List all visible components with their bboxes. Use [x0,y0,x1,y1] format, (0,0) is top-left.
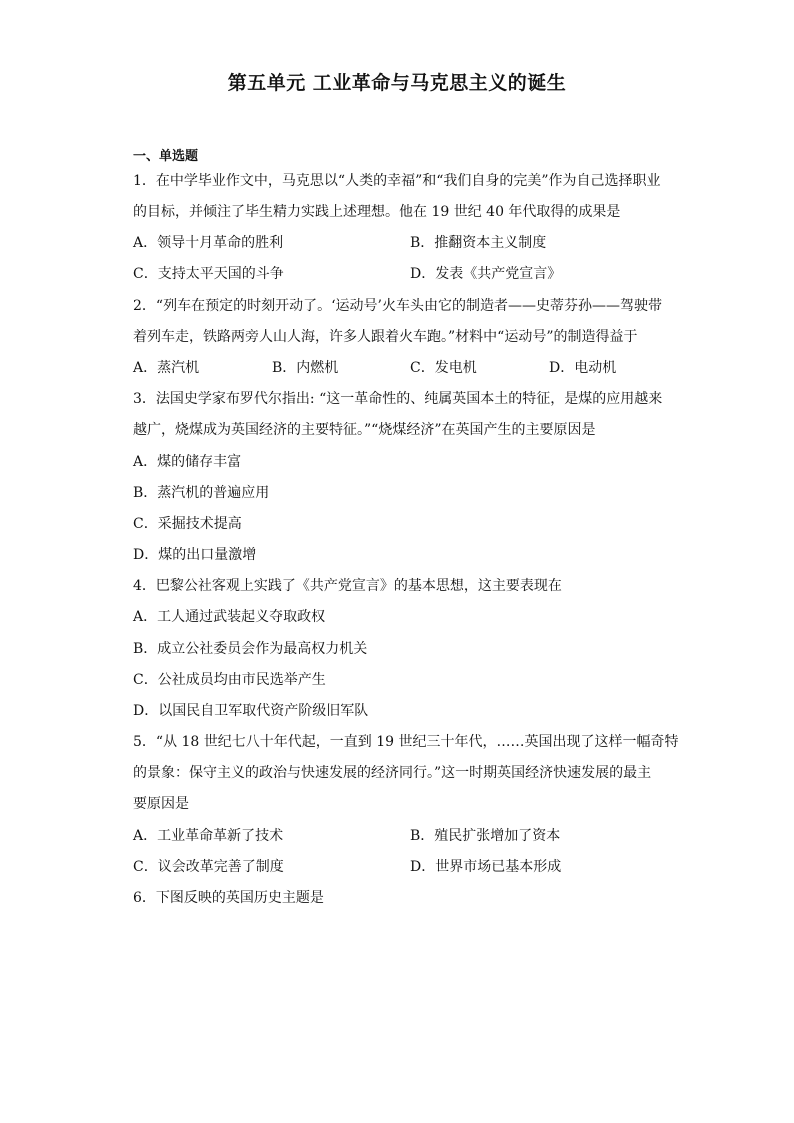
question-3-option-a: A．煤的储存丰富 [133,454,242,470]
question-4-option-c: C．公社成员均由市民选举产生 [133,672,326,688]
question-5-stem-line-2: 的景象：保守主义的政治与快速发展的经济同行。”这一时期英国经济快速发展的最主 [133,765,652,781]
question-1-option-a: A．领导十月革命的胜利 [133,235,284,251]
question-3-stem-line-2: 越广，烧煤成为英国经济的主要特征。”“烧煤经济”在英国产生的主要原因是 [133,422,596,438]
question-5-option-d: D．世界市场已基本形成 [410,859,562,875]
question-5-option-c: C．议会改革完善了制度 [133,859,284,875]
question-1-stem-line-1: 1．在中学毕业作文中，马克思以“人类的幸福”和“我们自身的完美”作为自己选择职业 [133,173,661,189]
question-2-stem-line-1: 2．“列车在预定的时刻开动了。‘运动号’火车头由它的制造者——史蒂芬孙——驾驶带 [133,298,662,314]
question-1-option-b: B．推翻资本主义制度 [410,235,547,251]
question-2-option-c: C．发电机 [410,360,477,376]
question-3-option-d: D．煤的出口量激增 [133,547,257,563]
page-title: 第五单元 工业革命与马克思主义的诞生 [227,72,567,94]
question-1-option-d: D．发表《共产党宣言》 [410,266,562,282]
question-2-stem-line-2: 着列车走，铁路两旁人山人海，许多人跟着火车跑。”材料中“运动号”的制造得益于 [133,329,638,345]
question-4-option-a: A．工人通过武装起义夺取政权 [133,609,326,625]
question-2-option-a: A．蒸汽机 [133,360,200,376]
question-2-option-d: D．电动机 [549,360,617,376]
section-heading: 一、单选题 [133,149,199,164]
question-6-stem-line-1: 6．下图反映的英国历史主题是 [133,890,324,906]
question-1-stem-line-2: 的目标，并倾注了毕生精力实践上述理想。他在 19 世纪 40 年代取得的成果是 [133,204,621,220]
question-1-option-c: C．支持太平天国的斗争 [133,266,284,282]
question-5-option-b: B．殖民扩张增加了资本 [410,828,561,844]
question-2-option-b: B．内燃机 [272,360,339,376]
question-5-option-a: A．工业革命革新了技术 [133,828,284,844]
question-3-option-c: C．采掘技术提高 [133,516,242,532]
question-5-stem-line-1: 5．“从 18 世纪七八十年代起，一直到 19 世纪三十年代，……英国出现了这样一幅奇特 [133,734,679,750]
question-3-stem-line-1: 3．法国史学家布罗代尔指出: “这一革命性的、纯属英国本土的特征，是煤的应用越来 [133,391,663,407]
question-3-option-b: B．蒸汽机的普遍应用 [133,485,270,501]
question-4-option-b: B．成立公社委员会作为最高权力机关 [133,641,368,657]
question-4-stem-line-1: 4．巴黎公社客观上实践了《共产党宣言》的基本思想，这主要表现在 [133,578,562,594]
question-4-option-d: D．以国民自卫军取代资产阶级旧军队 [133,703,369,719]
question-5-stem-line-3: 要原因是 [133,796,189,812]
